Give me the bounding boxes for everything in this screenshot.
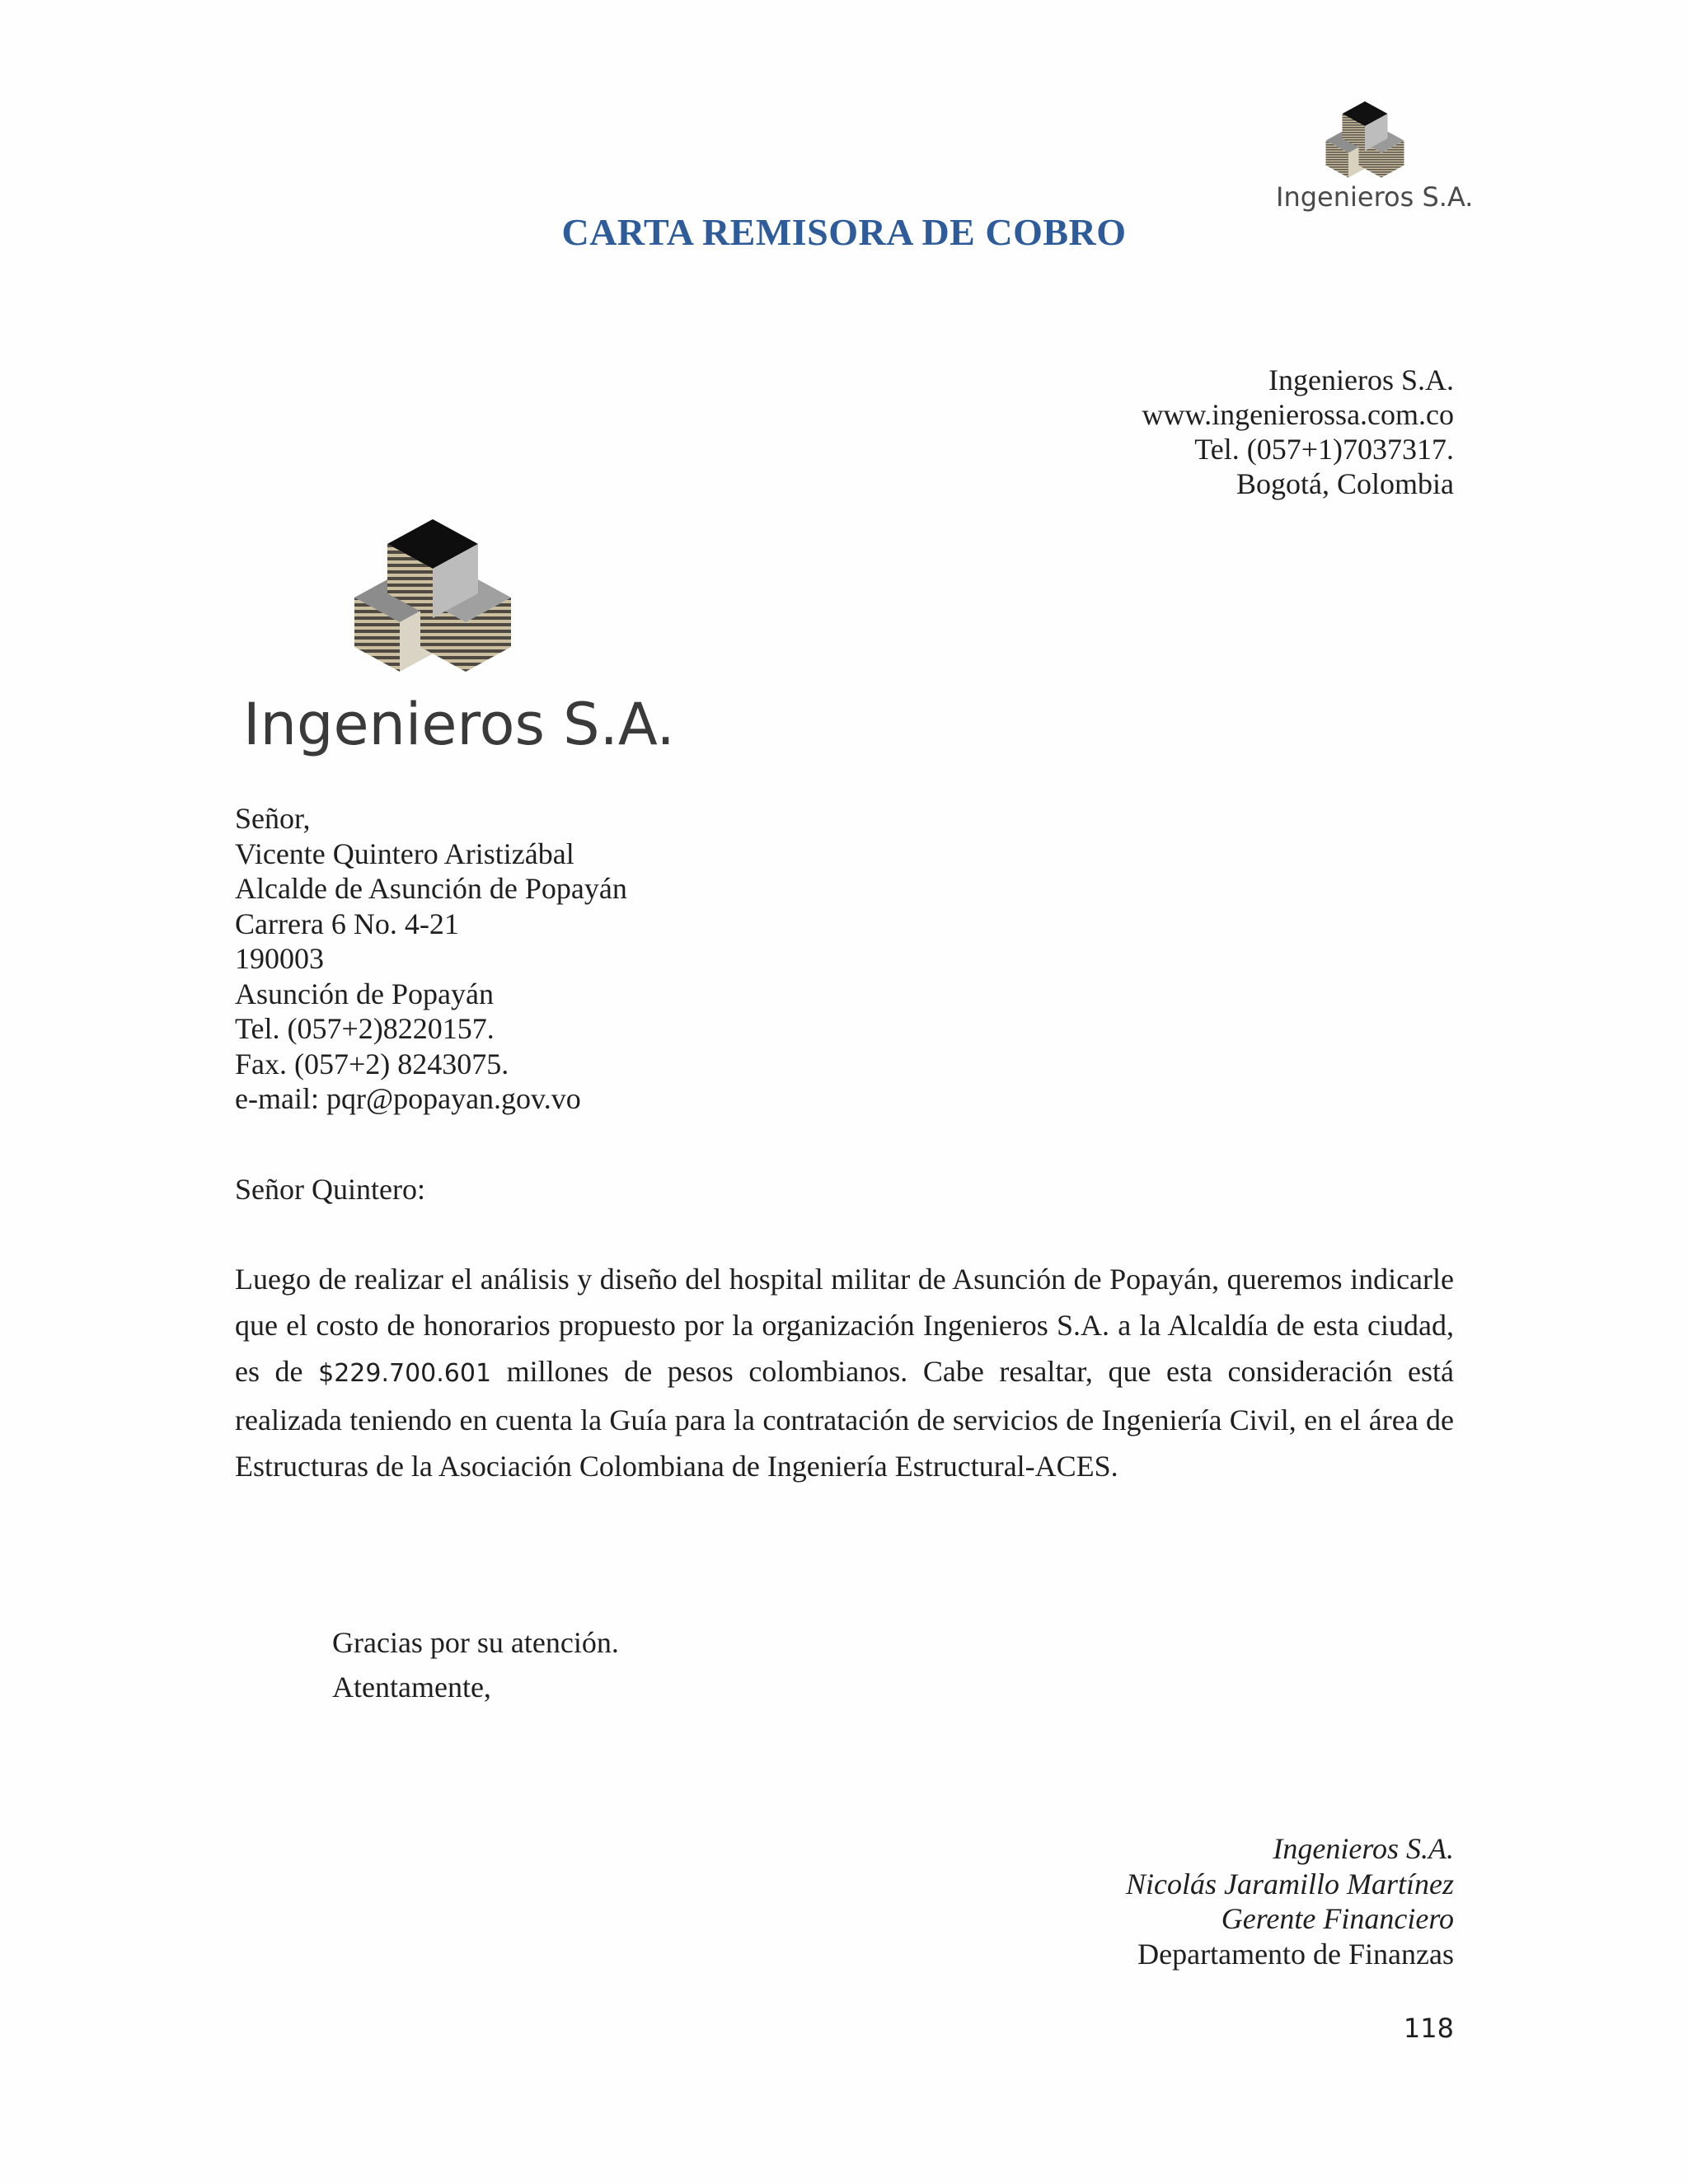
document-title: CARTA REMISORA DE COBRO bbox=[561, 211, 1127, 253]
body-paragraph bbox=[235, 1256, 1454, 1489]
cube-logo-icon bbox=[354, 511, 511, 676]
signature-name: Nicolás Jaramillo Martínez bbox=[1126, 1867, 1454, 1900]
recipient-line: Carrera 6 No. 4-21 bbox=[235, 907, 459, 940]
recipient-line: Alcalde de Asunción de Popayán bbox=[235, 872, 627, 905]
recipient-line: Tel. (057+2)8220157. bbox=[235, 1012, 495, 1045]
signature-block bbox=[1126, 1831, 1454, 1971]
cube-logo-icon bbox=[1325, 97, 1404, 180]
page-number: 118 bbox=[1403, 2013, 1454, 2044]
recipient-block bbox=[235, 801, 627, 1117]
sender-phone: Tel. (057+1)7037317. bbox=[1194, 433, 1454, 466]
signature-department: Departamento de Finanzas bbox=[1137, 1937, 1454, 1971]
body-text-end: millones de pesos colombianos. Cabe resaltar, que esta consideración está realizada teniendo en cuenta la Guía para la contratación de servicios de Ingeniería Civil, en el área de Estructuras de la Asociación Colombiana de Ingeniería Estructural-ACES. bbox=[235, 1355, 1454, 1483]
sender-city: Bogotá, Colombia bbox=[1236, 467, 1454, 500]
logo-large-text: Ingenieros S.A. bbox=[243, 691, 675, 758]
logo-small-text: Ingenieros S.A. bbox=[1276, 181, 1474, 213]
recipient-line: Señor, bbox=[235, 802, 311, 835]
signature-role: Gerente Financiero bbox=[1221, 1902, 1454, 1935]
closing-block bbox=[332, 1620, 619, 1709]
sender-block bbox=[1142, 363, 1454, 501]
closing-thanks: Gracias por su atención. bbox=[332, 1626, 619, 1659]
closing-regards: Atentamente, bbox=[332, 1671, 491, 1704]
recipient-line: 190003 bbox=[235, 942, 324, 975]
sender-company: Ingenieros S.A. bbox=[1268, 363, 1454, 396]
recipient-line: Fax. (057+2) 8243075. bbox=[235, 1047, 509, 1080]
body-text-start: Luego de realizar el análisis y diseño del hospital militar de Asunción de Popayán, queremos indicarle que el costo de honorarios propuesto por la organización Ingenieros S.A. a la Alcaldía de esta ciudad, es de bbox=[235, 1263, 1454, 1388]
signature-company: Ingenieros S.A. bbox=[1273, 1832, 1454, 1865]
sender-website: www.ingenierossa.com.co bbox=[1142, 398, 1454, 431]
company-logo-large bbox=[243, 511, 675, 758]
company-logo-small bbox=[1276, 97, 1474, 213]
salutation: Señor Quintero: bbox=[235, 1173, 425, 1206]
fee-amount: $229.700.601 bbox=[318, 1359, 492, 1388]
recipient-line: Vicente Quintero Aristizábal bbox=[235, 837, 574, 870]
recipient-line: Asunción de Popayán bbox=[235, 977, 494, 1010]
recipient-line: e-mail: pqr@popayan.gov.vo bbox=[235, 1082, 581, 1115]
